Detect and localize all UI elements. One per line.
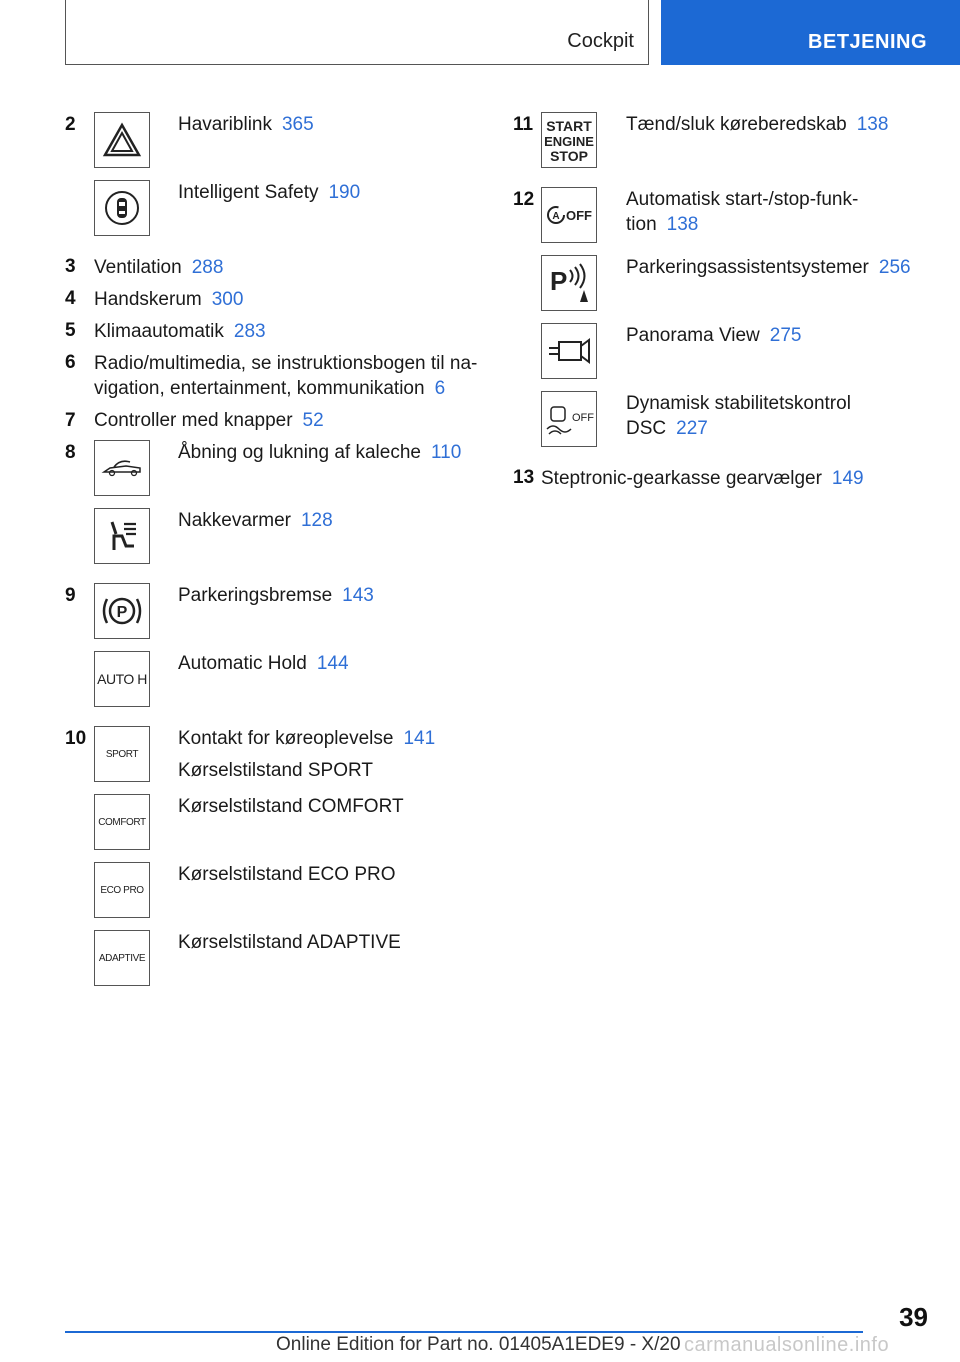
item-number-11: 11 [513, 114, 534, 135]
page-ref-6[interactable]: 6 [434, 378, 446, 399]
page-ref-144[interactable]: 144 [316, 653, 349, 674]
watermark: carmanualsonline.info [684, 1334, 890, 1356]
page-ref-128[interactable]: 128 [300, 510, 333, 531]
entry-parkeringsassistent: Parkeringsassistentsystemer 256 [626, 257, 911, 278]
entry-controller: Controller med knapper 52 [94, 410, 324, 431]
convertible-top-icon [94, 440, 150, 496]
start-engine-stop-icon [541, 112, 597, 168]
header-chapter-title: BETJENING [808, 31, 927, 53]
svg-text:OFF: OFF [566, 208, 592, 223]
panorama-view-icon [541, 323, 597, 379]
entry-automatic-hold: Automatic Hold 144 [178, 653, 349, 674]
page-ref-141[interactable]: 141 [403, 728, 436, 749]
page-ref-138-b[interactable]: 138 [666, 214, 699, 235]
page-ref-365[interactable]: 365 [281, 114, 314, 135]
entry-handskerum: Handskerum 300 [94, 289, 244, 310]
item-number-9: 9 [65, 585, 76, 606]
item-number-12: 12 [513, 189, 535, 210]
item-number-10: 10 [65, 728, 87, 749]
entry-dsc: Dynamisk stabilitetskontrol DSC 227 [626, 393, 851, 439]
entry-taend-sluk: Tænd/sluk køreberedskab 138 [626, 114, 889, 135]
entry-parkeringsbremse: Parkeringsbremse 143 [178, 585, 374, 606]
entry-comfort: Kørselstilstand COMFORT [178, 796, 404, 817]
comfort-mode-icon: COMFORT [94, 794, 150, 850]
hazard-warning-icon [94, 112, 150, 168]
entry-eco-pro: Kørselstilstand ECO PRO [178, 864, 396, 885]
parking-brake-icon [94, 583, 150, 639]
page-ref-275[interactable]: 275 [769, 325, 802, 346]
entry-ventilation: Ventilation 288 [94, 257, 224, 278]
entry-adaptive: Kørselstilstand ADAPTIVE [178, 932, 401, 953]
entry-klimaautomatik: Klimaautomatik 283 [94, 321, 266, 342]
adaptive-mode-icon: ADAPTIVE [94, 930, 150, 986]
eco-pro-mode-icon: ECO PRO [94, 862, 150, 918]
auto-start-stop-off-icon [541, 187, 597, 243]
page-ref-227[interactable]: 227 [676, 418, 708, 439]
entry-intelligent-safety: Intelligent Safety 190 [178, 182, 361, 203]
sport-mode-icon: SPORT [94, 726, 150, 782]
item-number-5: 5 [65, 320, 76, 341]
page-ref-283[interactable]: 283 [233, 321, 266, 342]
entry-steptronic: Steptronic-gearkasse gearvælger 149 [541, 468, 864, 489]
entry-sport: Kørselstilstand SPORT [178, 760, 373, 781]
svg-text:ENGINE: ENGINE [544, 134, 594, 149]
parking-assistant-icon [541, 255, 597, 311]
page-ref-138-a[interactable]: 138 [856, 114, 889, 135]
entry-nakkevarmer: Nakkevarmer 128 [178, 510, 333, 531]
entry-panorama-view: Panorama View 275 [626, 325, 802, 346]
entry-auto-start-stop: Automatisk start-/stop-funk‐ tion 138 [626, 189, 859, 235]
page-ref-110[interactable]: 110 [430, 442, 462, 463]
page-ref-190[interactable]: 190 [328, 182, 361, 203]
entry-havariblink: Havariblink 365 [178, 114, 314, 135]
dsc-off-icon [541, 391, 597, 447]
page-ref-300[interactable]: 300 [211, 289, 244, 310]
entry-radio-multimedia: Radio/multimedia, se instruktionsbogen til na‐ vigation, entertainment, kommunikation 6 [94, 353, 478, 399]
item-number-3: 3 [65, 256, 76, 277]
svg-text:START: START [546, 118, 592, 134]
page-ref-52[interactable]: 52 [302, 410, 324, 431]
svg-text:A: A [552, 211, 560, 222]
header-chapter-tab [661, 0, 960, 65]
intelligent-safety-icon [94, 180, 150, 236]
svg-text:P: P [116, 604, 128, 621]
page-ref-149[interactable]: 149 [831, 468, 864, 489]
item-number-7: 7 [65, 410, 76, 431]
item-number-13: 13 [513, 467, 535, 488]
footer-edition: Online Edition for Part no. 01405A1EDE9 - X/20 [276, 1334, 681, 1355]
header-section-box [65, 0, 649, 65]
neck-warmer-icon [94, 508, 150, 564]
page-ref-256[interactable]: 256 [878, 257, 911, 278]
header-section-title: Cockpit [567, 30, 634, 52]
entry-kontakt-koereoplevelse: Kontakt for køreoplevelse 141 [178, 728, 436, 749]
svg-text:STOP: STOP [550, 148, 588, 164]
svg-text:OFF: OFF [572, 412, 594, 424]
entry-kaleche: Åbning og lukning af kaleche 110 [178, 442, 462, 463]
item-number-2: 2 [65, 114, 76, 135]
page-number: 39 [899, 1302, 928, 1332]
auto-hold-icon: AUTO H [94, 651, 150, 707]
item-number-8: 8 [65, 442, 76, 463]
item-number-4: 4 [65, 288, 76, 309]
page-ref-288[interactable]: 288 [191, 257, 224, 278]
svg-text:P: P [550, 266, 568, 296]
page-ref-143[interactable]: 143 [342, 585, 374, 606]
item-number-6: 6 [65, 352, 76, 373]
footer-divider [65, 1331, 863, 1333]
